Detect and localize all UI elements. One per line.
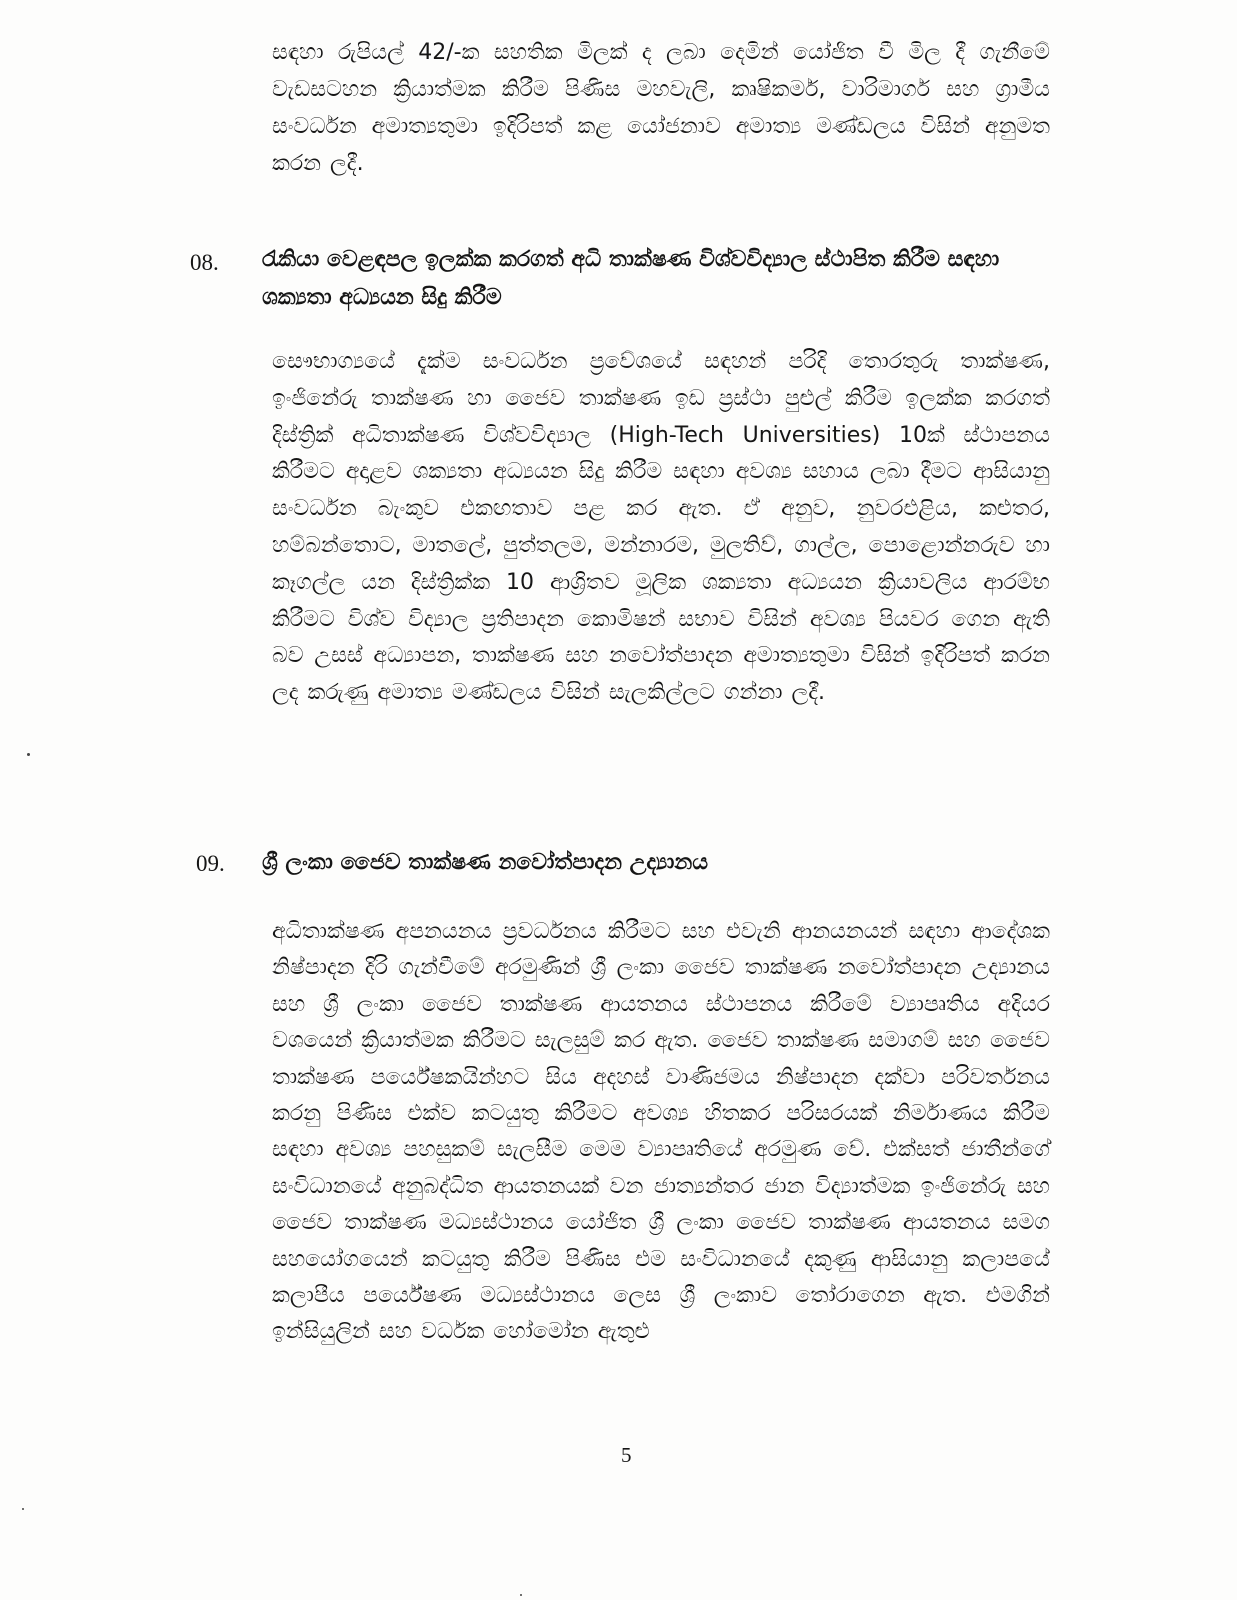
- section-number-08: 08.: [190, 250, 219, 275]
- scan-speck: [22, 1508, 24, 1510]
- section-body-08: සෞභාග්‍යයේ දැක්ම සංවර්ධන ප්‍රවේශයේ සඳහන් පරිදි තොරතුරු තාක්ෂණ, ඉංජිනේරු තාක්ෂණ හා ජෛව තාක්ෂණ ඉඩ ප්‍රස්ථා පුළුල් කිරීම ඉලක්ක කරගත් දිස්ත්‍රික් අධිතාක්ෂණ විශ්වවිද්‍යාල (High-Tech Universities) 10ක් ස්ථාපනය කිරීමට අදාළව ශක්‍යතා අධ්‍යයන සිදු කිරීම සඳහා අවශ්‍ය සහාය ලබා දීමට ආසියානු සංවර්ධන බැංකුව එකඟතාව පළ කර ඇත. ඒ අනුව, නුවරඑළිය, කළුතර, හම්බන්තොට, මාතලේ, පුත්තලම, මන්නාරම, මුලතිව්, ගාල්ල, පොළොන්නරුව හා කෑගල්ල යන දිස්ත්‍රික්ක 10 ආශ්‍රිතව මූලික ශක්‍යතා අධ්‍යයන ක්‍රියාවලිය ආරම්භ කිරීමට විශ්ව විද්‍යාල ප්‍රතිපාදන කොමිෂන් සභාව විසින් අවශ්‍ය පියවර ගෙන ඇති බව උසස් අධ්‍යාපන, තාක්ෂණ සහ නවෝත්පාදන අමාත්‍යතුමා විසින් ඉදිරිපත් කරන ලද කරුණු අමාත්‍ය මණ්ඩලය විසින් සැලකිල්ලට ගන්නා ලදී.: [272, 349, 1050, 706]
- section-heading-09: ශ්‍රී ලංකා ජෛව තාක්ෂණ නවෝත්පාදන උද්‍යානය: [262, 850, 709, 875]
- section-body-09: අධිතාක්ෂණ අපනයනය ප්‍රවර්ධනය කිරීමට සහ එවැනි ආනයනයන් සඳහා ආදේශක නිෂ්පාදන දිරි ගැන්වීමේ අරමුණින් ශ්‍රී ලංකා ජෛව තාක්ෂණ නවෝත්පාදන උද්‍යානය සහ ශ්‍රී ලංකා ජෛව තාක්ෂණ ආයතනය ස්ථාපනය කිරීමේ ව්‍යාපෘතිය අදියර වශයෙන් ක්‍රියාත්මක කිරීමට සැලසුම් කර ඇත. ජෛව තාක්ෂණ සමාගම් සහ ජෛව තාක්ෂණ පර්යේෂකයින්හට සිය අදහස් වාණිජමය නිෂ්පාදන දක්වා පරිවර්තනය කරනු පිණිස එක්ව කටයුතු කිරීමට අවශ්‍ය හිතකර පරිසරයක් නිර්මාණය කිරීම සඳහා අවශ්‍ය පහසුකම් සැලසීම මෙම ව්‍යාපෘතියේ අරමුණ වේ. එක්සත් ජාතීන්ගේ සංවිධානයේ අනුබද්ධිත ආයතනයක් වන ජාත්‍යන්තර ජාන විද්‍යාත්මක ඉංජිනේරු සහ ජෛව තාක්ෂණ මධ්‍යස්ථානය යෝජිත ශ්‍රී ලංකා ජෛව තාක්ෂණ ආයතනය සමග සහයෝගයෙන් කටයුතු කිරීම පිණිස එම සංවිධානයේ දකුණු ආසියානු කලාපයේ කලාපීය පර්යේෂණ මධ්‍යස්ථානය ලෙස ශ්‍රී ලංකාව තෝරාගෙන ඇත. එමගින් ඉන්සියුලින් සහ වර්ධක හෝමෝන ඇතුළු: [272, 919, 1050, 1345]
- section-number-09: 09.: [196, 851, 225, 876]
- scan-speck: [520, 1594, 522, 1596]
- scan-speck: [27, 753, 30, 756]
- intro-paragraph: සඳහා රුපියල් 42/-ක සහතික මිලක් ද ලබා දෙමින් යෝජිත වී මිල දී ගැනීමේ වැඩසටහන ක්‍රියාත්මක කිරීම පිණිස මහවැලි, කෘෂිකර්ම, වාරිමාර්ග සහ ග්‍රාමීය සංවර්ධන අමාත්‍යතුමා ඉදිරිපත් කළ යෝජනාව අමාත්‍ය මණ්ඩලය විසින් අනුමත කරන ලදී.: [272, 40, 1050, 176]
- section-heading-08: රැකියා වෙළඳපල ඉලක්ක කරගත් අධි තාක්ෂණ විශ්වවිද්‍යාල ස්ථාපිත කිරීම සඳහා ශක්‍යතා අධ්‍යයන සිදු කිරීම: [262, 247, 1000, 310]
- page-number: 5: [621, 1443, 632, 1467]
